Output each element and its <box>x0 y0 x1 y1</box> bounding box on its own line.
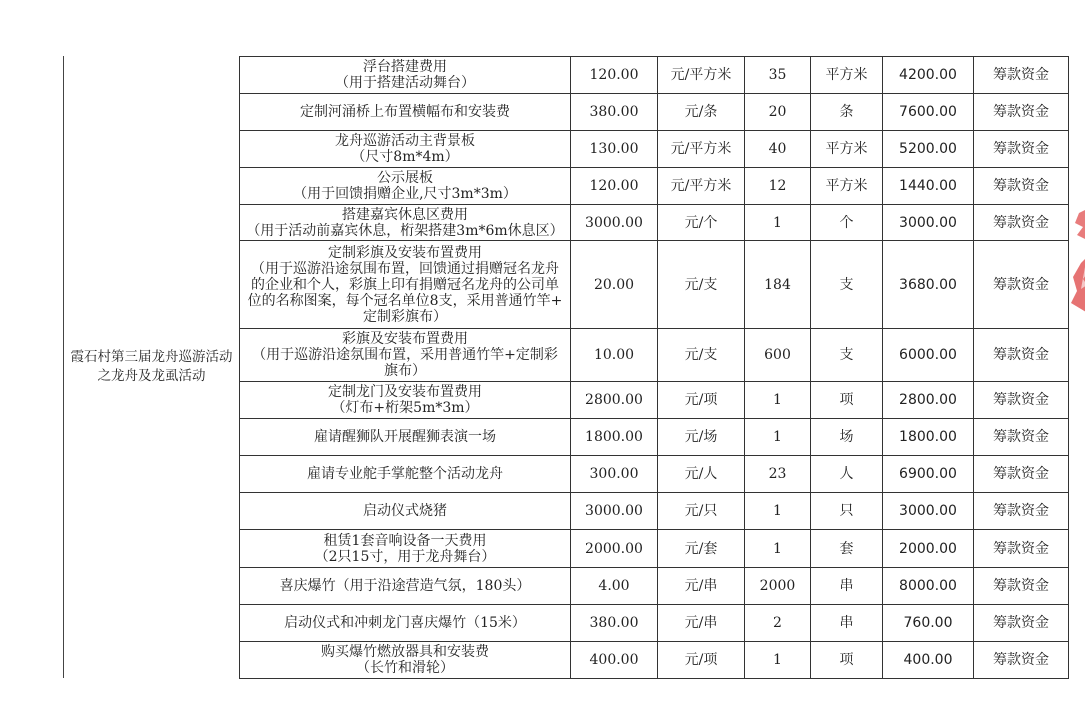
unit-price-cell: 4.00 <box>571 568 658 605</box>
quantity-cell: 600 <box>745 329 811 382</box>
table-row <box>240 456 1069 493</box>
item-description-line: 启动仪式烧猪 <box>363 503 447 519</box>
unit-cell: 平方米 <box>811 131 883 168</box>
unit-price-cell: 10.00 <box>571 329 658 382</box>
price-unit-cell: 元/串 <box>658 605 745 642</box>
item-description-cell <box>240 57 571 94</box>
quantity-cell: 1 <box>745 419 811 456</box>
item-description-line: 启动仪式和冲刺龙门喜庆爆竹（15米） <box>284 615 526 631</box>
unit-cell: 人 <box>811 456 883 493</box>
red-seal-stamp <box>1069 205 1085 325</box>
item-description-line: 购买爆竹燃放器具和安装费 <box>321 644 489 660</box>
unit-price-cell: 2800.00 <box>571 382 658 419</box>
item-description-line: 龙舟巡游活动主背景板 <box>335 133 475 149</box>
price-unit-cell: 元/平方米 <box>658 131 745 168</box>
item-description-cell <box>240 568 571 605</box>
item-description-line: （用于活动前嘉宾休息，桁架搭建3m*6m休息区） <box>246 222 564 239</box>
item-description-line: 喜庆爆竹（用于沿途营造气氛，180头） <box>279 578 531 594</box>
price-unit-cell: 元/场 <box>658 419 745 456</box>
item-description-line: 定制河涌桥上布置横幅布和安装费 <box>300 104 510 120</box>
item-description-line: 雇请醒狮队开展醒狮表演一场 <box>314 429 496 445</box>
total-amount-cell: 2000.00 <box>883 530 974 568</box>
table-row <box>240 419 1069 456</box>
item-description-line: 定制彩旗布） <box>363 308 447 325</box>
fund-source-cell: 筹款资金 <box>974 493 1069 530</box>
unit-price-cell: 3000.00 <box>571 493 658 530</box>
fund-source-cell: 筹款资金 <box>974 131 1069 168</box>
item-description-line: （用于巡游沿途氛围布置，回馈通过捐赠冠名龙舟 <box>251 260 559 277</box>
fund-source-cell: 筹款资金 <box>974 241 1069 329</box>
item-description-line: 浮台搭建费用 <box>363 59 447 75</box>
quantity-cell: 20 <box>745 94 811 131</box>
unit-cell: 串 <box>811 568 883 605</box>
quantity-cell: 184 <box>745 241 811 329</box>
unit-cell: 套 <box>811 530 883 568</box>
item-description-cell <box>240 241 571 329</box>
quantity-cell: 2000 <box>745 568 811 605</box>
stamp-fragment <box>1075 207 1085 239</box>
table-row <box>240 241 1069 329</box>
unit-cell: 平方米 <box>811 57 883 94</box>
table-row <box>240 642 1069 679</box>
item-description-line: 旗布） <box>384 363 426 379</box>
fund-source-cell: 筹款资金 <box>974 382 1069 419</box>
total-amount-cell: 760.00 <box>883 605 974 642</box>
item-description-line: 公示展板 <box>377 170 433 186</box>
total-amount-cell: 5200.00 <box>883 131 974 168</box>
unit-cell: 只 <box>811 493 883 530</box>
item-description-cell <box>240 493 571 530</box>
unit-price-cell: 20.00 <box>571 241 658 329</box>
price-unit-cell: 元/套 <box>658 530 745 568</box>
price-unit-cell: 元/项 <box>658 642 745 679</box>
quantity-cell: 35 <box>745 57 811 94</box>
total-amount-cell: 3000.00 <box>883 493 974 530</box>
item-description-line: 的企业和个人，彩旗上印有捐赠冠名龙舟的公司单 <box>251 276 559 293</box>
price-unit-cell: 元/平方米 <box>658 57 745 94</box>
table-row <box>240 329 1069 382</box>
item-description-cell <box>240 642 571 679</box>
unit-cell: 个 <box>811 205 883 241</box>
quantity-cell: 1 <box>745 530 811 568</box>
activity-group-label-text: 霞石村第三届龙舟巡游活动之龙舟及龙虱活动 <box>70 349 233 384</box>
total-amount-cell: 6900.00 <box>883 456 974 493</box>
price-unit-cell: 元/项 <box>658 382 745 419</box>
total-amount-cell: 1800.00 <box>883 419 974 456</box>
unit-price-cell: 130.00 <box>571 131 658 168</box>
price-unit-cell: 元/串 <box>658 568 745 605</box>
table-row <box>240 205 1069 241</box>
fund-source-cell: 筹款资金 <box>974 530 1069 568</box>
unit-price-cell: 2000.00 <box>571 530 658 568</box>
item-description-line: （长竹和滑轮） <box>356 660 454 676</box>
table-row <box>240 94 1069 131</box>
unit-price-cell: 120.00 <box>571 57 658 94</box>
item-description-line: 租赁1套音响设备一天费用 <box>323 532 487 549</box>
total-amount-cell: 3680.00 <box>883 241 974 329</box>
quantity-cell: 2 <box>745 605 811 642</box>
fund-source-cell: 筹款资金 <box>974 329 1069 382</box>
fund-source-cell: 筹款资金 <box>974 642 1069 679</box>
fund-source-cell: 筹款资金 <box>974 419 1069 456</box>
price-unit-cell: 元/条 <box>658 94 745 131</box>
item-description-cell <box>240 168 571 205</box>
item-description-line: 彩旗及安装布置费用 <box>342 331 468 347</box>
unit-price-cell: 380.00 <box>571 605 658 642</box>
item-description-line: （灯布+桁架5m*3m） <box>331 400 479 416</box>
unit-price-cell: 300.00 <box>571 456 658 493</box>
item-description-line: 定制彩旗及安装布置费用 <box>328 244 482 261</box>
price-unit-cell: 元/平方米 <box>658 168 745 205</box>
fund-source-cell: 筹款资金 <box>974 57 1069 94</box>
price-unit-cell: 元/支 <box>658 329 745 382</box>
total-amount-cell: 4200.00 <box>883 57 974 94</box>
total-amount-cell: 8000.00 <box>883 568 974 605</box>
table-row <box>240 168 1069 205</box>
table-row <box>240 57 1069 94</box>
item-description-line: （用于巡游沿途氛围布置，采用普通竹竿+定制彩 <box>252 347 558 363</box>
unit-cell: 支 <box>811 329 883 382</box>
fund-source-cell: 筹款资金 <box>974 605 1069 642</box>
quantity-cell: 1 <box>745 642 811 679</box>
quantity-cell: 1 <box>745 205 811 241</box>
quantity-cell: 12 <box>745 168 811 205</box>
fund-source-cell: 筹款资金 <box>974 456 1069 493</box>
price-unit-cell: 元/只 <box>658 493 745 530</box>
unit-cell: 项 <box>811 382 883 419</box>
total-amount-cell: 400.00 <box>883 642 974 679</box>
unit-cell: 串 <box>811 605 883 642</box>
quantity-cell: 23 <box>745 456 811 493</box>
unit-price-cell: 3000.00 <box>571 205 658 241</box>
unit-price-cell: 400.00 <box>571 642 658 679</box>
unit-price-cell: 120.00 <box>571 168 658 205</box>
table-row <box>240 605 1069 642</box>
quantity-cell: 1 <box>745 493 811 530</box>
item-description-cell <box>240 94 571 131</box>
item-description-line: （用于搭建活动舞台） <box>335 75 475 91</box>
unit-cell: 项 <box>811 642 883 679</box>
item-description-line: 位的名称图案，每个冠名单位8支，采用普通竹竿+ <box>247 292 563 309</box>
item-description-cell <box>240 131 571 168</box>
unit-price-cell: 380.00 <box>571 94 658 131</box>
total-amount-cell: 6000.00 <box>883 329 974 382</box>
table-row <box>240 131 1069 168</box>
item-description-line: 搭建嘉宾休息区费用 <box>342 206 468 223</box>
unit-cell: 场 <box>811 419 883 456</box>
item-description-cell <box>240 456 571 493</box>
total-amount-cell: 1440.00 <box>883 168 974 205</box>
item-description-cell <box>240 329 571 382</box>
item-description-cell <box>240 530 571 568</box>
total-amount-cell: 3000.00 <box>883 205 974 241</box>
item-description-line: （用于回馈捐赠企业,尺寸3m*3m） <box>293 186 517 202</box>
price-unit-cell: 元/个 <box>658 205 745 241</box>
total-amount-cell: 7600.00 <box>883 94 974 131</box>
fund-source-cell: 筹款资金 <box>974 168 1069 205</box>
unit-cell: 支 <box>811 241 883 329</box>
item-description-cell <box>240 419 571 456</box>
total-amount-cell: 2800.00 <box>883 382 974 419</box>
fund-source-cell: 筹款资金 <box>974 205 1069 241</box>
fund-source-cell: 筹款资金 <box>974 94 1069 131</box>
item-description-cell <box>240 382 571 419</box>
fund-source-cell: 筹款资金 <box>974 568 1069 605</box>
item-description-cell <box>240 205 571 241</box>
unit-price-cell: 1800.00 <box>571 419 658 456</box>
budget-table <box>239 56 1069 679</box>
price-unit-cell: 元/人 <box>658 456 745 493</box>
quantity-cell: 40 <box>745 131 811 168</box>
item-description-line: （尺寸8m*4m） <box>351 149 459 165</box>
unit-cell: 条 <box>811 94 883 131</box>
item-description-line: （2只15寸，用于龙舟舞台） <box>314 548 496 565</box>
quantity-cell: 1 <box>745 382 811 419</box>
unit-cell: 平方米 <box>811 168 883 205</box>
item-description-cell <box>240 605 571 642</box>
item-description-line: 定制龙门及安装布置费用 <box>328 384 482 400</box>
item-description-line: 雇请专业舵手掌舵整个活动龙舟 <box>307 466 503 482</box>
activity-group-label <box>64 56 239 678</box>
price-unit-cell: 元/支 <box>658 241 745 329</box>
table-row <box>240 382 1069 419</box>
table-row <box>240 493 1069 530</box>
table-row <box>240 530 1069 568</box>
table-row <box>240 568 1069 605</box>
